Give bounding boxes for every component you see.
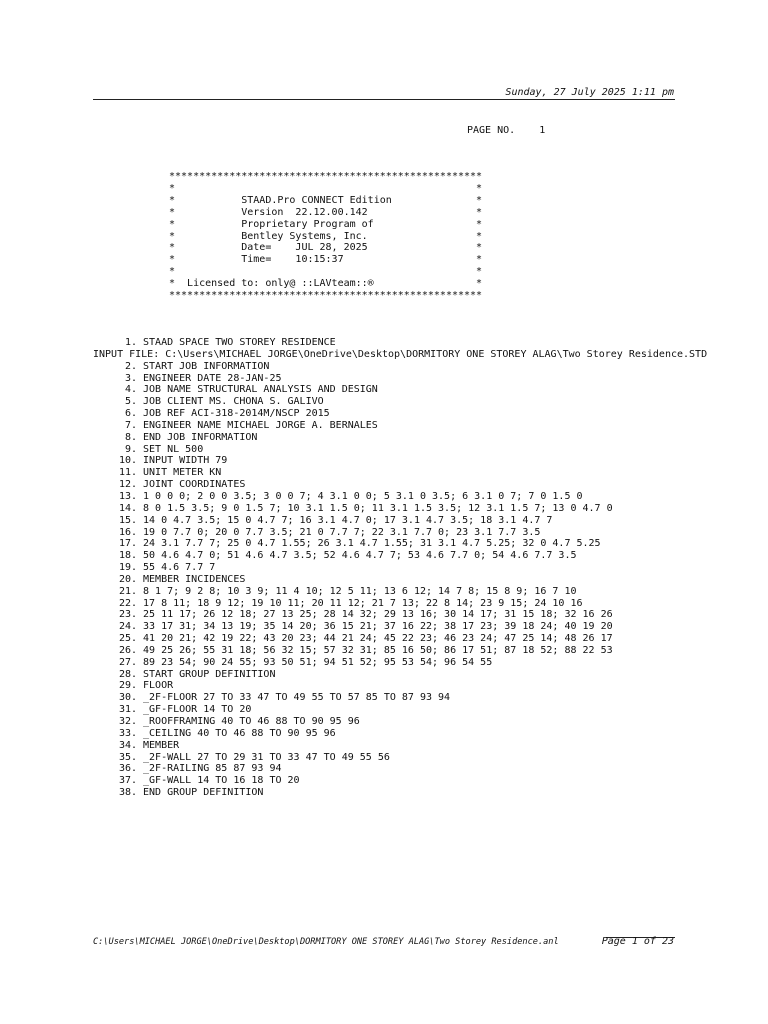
listing-line (93, 550, 707, 562)
banner-line: **************************************************** (169, 171, 483, 182)
listing-line (93, 455, 707, 467)
listing-line (93, 491, 707, 503)
listing-line (93, 716, 707, 728)
listing-line (93, 586, 707, 598)
listing-line (93, 384, 707, 396)
line-number: 15. (118, 514, 137, 526)
line-number: 7. (124, 419, 137, 431)
line-number: 24. (118, 621, 137, 633)
line-text: 89 23 54; 90 24 55; 93 50 51; 94 51 52; 95 53 54; 96 54 55 (137, 656, 493, 668)
footer-page-count: Page 1 of 23 (601, 936, 674, 947)
line-number: 5. (124, 396, 137, 408)
line-text: FLOOR (137, 680, 174, 692)
line-text: SET NL 500 (137, 443, 204, 455)
listing-line (93, 692, 707, 704)
line-text: UNIT METER KN (137, 467, 222, 479)
listing-line (93, 467, 707, 479)
line-text: _GF-FLOOR 14 TO 20 (137, 704, 252, 716)
listing-line (93, 396, 707, 408)
input-file-line: INPUT FILE: C:\Users\MICHAEL JORGE\OneDrive\Desktop\DORMITORY ONE STOREY ALAG\Two Storey Residence.STD (93, 348, 708, 360)
listing-line (93, 704, 707, 716)
line-text: 49 25 26; 55 31 18; 56 32 15; 57 32 31; 85 16 50; 86 17 51; 87 18 52; 88 22 53 (137, 644, 613, 656)
line-number: 3. (124, 372, 137, 384)
banner-line: * * (169, 182, 483, 194)
listing-line (93, 337, 707, 349)
listing-line (93, 479, 707, 491)
line-number: 32. (118, 716, 137, 727)
line-number: 14. (118, 502, 137, 514)
line-number: 6. (124, 408, 137, 420)
line-number: 35. (118, 751, 137, 763)
listing-line (93, 775, 707, 787)
line-number: 33. (118, 727, 137, 739)
line-number: 1. (124, 337, 137, 348)
line-text: JOB NAME STRUCTURAL ANALYSIS AND DESIGN (137, 384, 378, 396)
listing-line (93, 609, 707, 621)
line-number: 11. (118, 467, 137, 479)
line-number: 20. (118, 573, 137, 585)
header-rule (93, 99, 675, 100)
listing-line (93, 538, 707, 550)
listing-line (93, 598, 707, 610)
line-text: JOB REF ACI-318-2014M/NSCP 2015 (137, 408, 330, 420)
line-text: 24 3.1 7.7 7; 25 0 4.7 1.55; 26 3.1 4.7 1.55; 31 3.1 4.7 5.25; 32 0 4.7 5.25 (137, 538, 601, 550)
banner-line: * Proprietary Program of * (169, 218, 483, 230)
line-number: 4. (124, 384, 137, 396)
banner-line: * * (169, 266, 483, 278)
line-text: ENGINEER DATE 28-JAN-25 (137, 372, 282, 384)
listing-line (93, 432, 707, 444)
line-text: MEMBER (137, 739, 180, 751)
banner-line: * Licensed to: only@ ::LAVteam::® * (169, 278, 483, 290)
line-text: _2F-RAILING 85 87 93 94 (137, 763, 282, 775)
listing-line (93, 444, 707, 456)
line-text: _ROOFFRAMING 40 TO 46 88 TO 90 95 96 (137, 716, 360, 727)
line-number: 16. (118, 526, 137, 538)
line-text: JOB CLIENT MS. CHONA S. GALIVO (137, 396, 324, 408)
input-listing (93, 337, 707, 799)
listing-line (93, 527, 707, 539)
line-number: 21. (118, 585, 137, 597)
line-text: 8 1 7; 9 2 8; 10 3 9; 11 4 10; 12 5 11; 13 6 12; 14 7 8; 15 8 9; 16 7 10 (137, 585, 577, 597)
listing-line (93, 669, 707, 681)
line-number: 27. (118, 656, 137, 668)
line-number: 23. (118, 609, 137, 621)
line-text: _2F-WALL 27 TO 29 31 TO 33 47 TO 49 55 56 (137, 751, 390, 763)
banner-line: * Date= JUL 28, 2025 * (169, 242, 483, 254)
line-number: 31. (118, 704, 137, 716)
line-text: _GF-WALL 14 TO 16 18 TO 20 (137, 775, 300, 787)
banner-line: * Time= 10:15:37 * (169, 254, 483, 266)
line-number: 9. (124, 443, 137, 455)
line-text: START JOB INFORMATION (137, 360, 270, 372)
line-number: 17. (118, 538, 137, 550)
line-text: MEMBER INCIDENCES (137, 573, 246, 585)
line-number: 18. (118, 550, 137, 562)
listing-line (93, 645, 707, 657)
line-number: 26. (118, 644, 137, 656)
banner-line: * Version 22.12.00.142 * (169, 206, 483, 218)
page-number-label: PAGE NO. 1 (467, 125, 546, 136)
listing-line (93, 503, 707, 515)
listing-line (93, 515, 707, 527)
line-number: 12. (118, 479, 137, 491)
line-text: STAAD SPACE TWO STOREY RESIDENCE (137, 337, 336, 348)
listing-line (93, 621, 707, 633)
line-text: 14 0 4.7 3.5; 15 0 4.7 7; 16 3.1 4.7 0; 17 3.1 4.7 3.5; 18 3.1 4.7 7 (137, 514, 553, 526)
line-number: 25. (118, 633, 137, 645)
listing-line (93, 574, 707, 586)
line-text: ENGINEER NAME MICHAEL JORGE A. BERNALES (137, 419, 378, 431)
line-text: INPUT WIDTH 79 (137, 455, 228, 467)
line-number: 10. (118, 455, 137, 467)
line-text: 17 8 11; 18 9 12; 19 10 11; 20 11 12; 21 7 13; 22 8 14; 23 9 15; 24 10 16 (137, 597, 583, 609)
line-text: 33 17 31; 34 13 19; 35 14 20; 36 15 21; 37 16 22; 38 17 23; 39 18 24; 40 19 20 (137, 621, 613, 633)
banner-line: * STAAD.Pro CONNECT Edition * (169, 194, 483, 206)
listing-line (93, 420, 707, 432)
line-text: 50 4.6 4.7 0; 51 4.6 4.7 3.5; 52 4.6 4.7 7; 53 4.6 7.7 0; 54 4.6 7.7 3.5 (137, 550, 577, 562)
listing-line (93, 657, 707, 669)
banner-line: * Bentley Systems, Inc. * (169, 230, 483, 242)
listing-line (93, 373, 707, 385)
listing-line (93, 680, 707, 692)
line-text: 8 0 1.5 3.5; 9 0 1.5 7; 10 3.1 1.5 0; 11 3.1 1.5 3.5; 12 3.1 1.5 7; 13 0 4.7 0 (137, 502, 613, 514)
line-number: 22. (118, 597, 137, 609)
line-text: 55 4.6 7.7 7 (137, 562, 216, 574)
listing-line (93, 562, 707, 574)
line-text: JOINT COORDINATES (137, 479, 246, 491)
listing-line (93, 728, 707, 740)
line-number: 2. (124, 360, 137, 372)
listing-line (93, 752, 707, 764)
line-number: 13. (118, 490, 137, 502)
footer-file-path: C:\Users\MICHAEL JORGE\OneDrive\Desktop\DORMITORY ONE STOREY ALAG\Two Storey Residence.anl (93, 937, 559, 947)
listing-line (93, 787, 707, 799)
listing-line (93, 763, 707, 775)
line-number: 36. (118, 763, 137, 775)
listing-line (93, 633, 707, 645)
header-date: Sunday, 27 July 2025 1:11 pm (505, 87, 674, 98)
line-text: 25 11 17; 26 12 18; 27 13 25; 28 14 32; 29 13 16; 30 14 17; 31 15 18; 32 16 26 (137, 609, 613, 621)
line-text: END GROUP DEFINITION (137, 787, 264, 799)
line-number: 37. (118, 775, 137, 787)
line-text: _CEILING 40 TO 46 88 TO 90 95 96 (137, 727, 336, 739)
line-text: END JOB INFORMATION (137, 431, 258, 443)
line-number: 8. (124, 431, 137, 443)
line-text: 41 20 21; 42 19 22; 43 20 23; 44 21 24; 45 22 23; 46 23 24; 47 25 14; 48 26 17 (137, 633, 613, 645)
line-text: 1 0 0 0; 2 0 0 3.5; 3 0 0 7; 4 3.1 0 0; 5 3.1 0 3.5; 6 3.1 0 7; 7 0 1.5 0 (137, 490, 583, 502)
staad-banner (169, 171, 482, 302)
line-number: 38. (118, 787, 137, 799)
line-number: 19. (118, 562, 137, 574)
line-number: 28. (118, 668, 137, 680)
line-text: 19 0 7.7 0; 20 0 7.7 3.5; 21 0 7.7 7; 22 3.1 7.7 0; 23 3.1 7.7 3.5 (137, 526, 541, 538)
line-text: _2F-FLOOR 27 TO 33 47 TO 49 55 TO 57 85 TO 87 93 94 (137, 692, 451, 704)
line-number: 29. (118, 680, 137, 692)
line-text: START GROUP DEFINITION (137, 668, 276, 680)
listing-line (93, 740, 707, 752)
listing-line (93, 408, 707, 420)
line-number: 34. (118, 739, 137, 751)
line-number: 30. (118, 692, 137, 704)
listing-line (93, 361, 707, 373)
banner-line: **************************************************** (169, 290, 483, 302)
